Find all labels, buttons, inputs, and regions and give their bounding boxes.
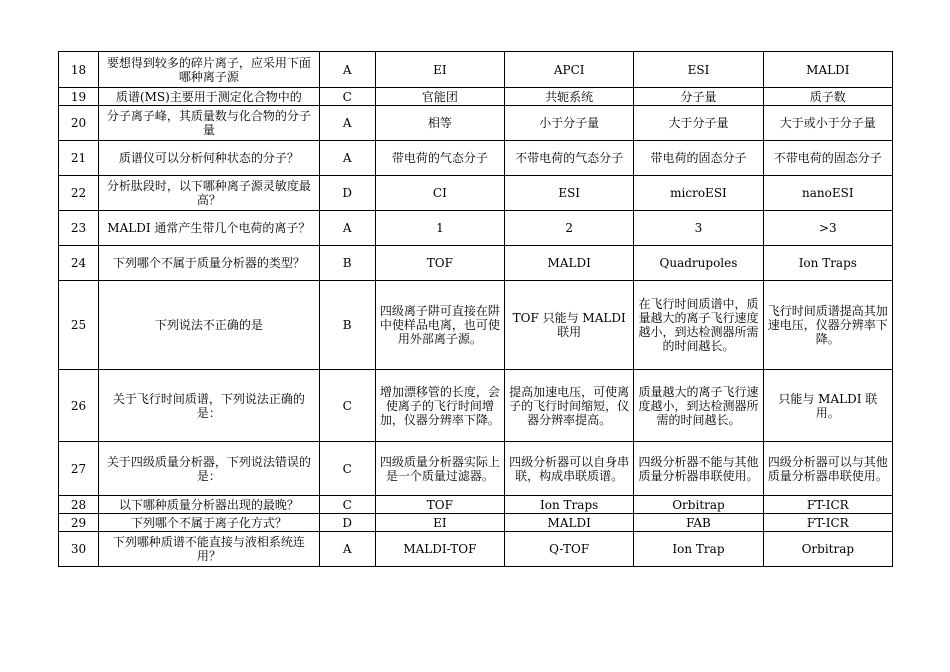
question-number: 26 (59, 370, 99, 442)
option-cell: 四级离子阱可直接在阱中使样品电离，也可使用外部离子源。 (375, 281, 504, 370)
question-text: 下列哪个不属于质量分析器的类型？ (99, 246, 320, 281)
answer-key: A (319, 52, 375, 88)
question-number: 24 (59, 246, 99, 281)
option-cell: Ion Trap (634, 532, 763, 567)
answer-key: D (319, 514, 375, 532)
option-cell: microESI (634, 176, 763, 211)
answer-key: B (319, 281, 375, 370)
option-cell: 大于或小于分子量 (763, 106, 892, 141)
option-cell: TOF 只能与 MALDI 联用 (505, 281, 634, 370)
option-cell: FT-ICR (763, 514, 892, 532)
question-number: 30 (59, 532, 99, 567)
table-row (59, 496, 893, 514)
table-row (59, 442, 893, 496)
quiz-table-body (59, 52, 893, 567)
option-cell: Ion Traps (763, 246, 892, 281)
question-text: 质谱仪可以分析何种状态的分子？ (99, 141, 320, 176)
table-row (59, 176, 893, 211)
option-cell: 分子量 (634, 88, 763, 106)
option-cell: 1 (375, 211, 504, 246)
option-cell: FT-ICR (763, 496, 892, 514)
option-cell: 不带电荷的固态分子 (763, 141, 892, 176)
table-row (59, 106, 893, 141)
option-cell: 不带电荷的气态分子 (505, 141, 634, 176)
option-cell: 四级分析器可以自身串联，构成串联质谱。 (505, 442, 634, 496)
option-cell: >3 (763, 211, 892, 246)
question-number: 19 (59, 88, 99, 106)
option-cell: 3 (634, 211, 763, 246)
answer-key: C (319, 442, 375, 496)
option-cell: EI (375, 514, 504, 532)
table-row (59, 141, 893, 176)
option-cell: 质子数 (763, 88, 892, 106)
option-cell: 在飞行时间质谱中，质量越大的离子飞行速度越小，到达检测器所需的时间越长。 (634, 281, 763, 370)
question-number: 23 (59, 211, 99, 246)
question-number: 27 (59, 442, 99, 496)
question-number: 29 (59, 514, 99, 532)
table-row (59, 246, 893, 281)
option-cell: 四级质量分析器实际上是一个质量过滤器。 (375, 442, 504, 496)
answer-key: A (319, 141, 375, 176)
option-cell: 相等 (375, 106, 504, 141)
table-row (59, 532, 893, 567)
answer-key: C (319, 370, 375, 442)
option-cell: 飞行时间质谱提高其加速电压，仪器分辨率下降。 (763, 281, 892, 370)
question-number: 28 (59, 496, 99, 514)
option-cell: Ion Traps (505, 496, 634, 514)
question-text: 分子离子峰，其质量数与化合物的分子量 (99, 106, 320, 141)
question-number: 20 (59, 106, 99, 141)
question-text: 分析肽段时，以下哪种离子源灵敏度最高？ (99, 176, 320, 211)
question-text: MALDI 通常产生带几个电荷的离子？ (99, 211, 320, 246)
option-cell: 共轭系统 (505, 88, 634, 106)
answer-key: D (319, 176, 375, 211)
option-cell: CI (375, 176, 504, 211)
question-text: 关于飞行时间质谱，下列说法正确的是： (99, 370, 320, 442)
option-cell: TOF (375, 246, 504, 281)
question-text: 下列哪种质谱不能直接与液相系统连用？ (99, 532, 320, 567)
answer-key: C (319, 88, 375, 106)
answer-key: A (319, 211, 375, 246)
question-text: 质谱(MS)主要用于测定化合物中的 (99, 88, 320, 106)
table-row (59, 52, 893, 88)
question-text: 下列哪个不属于离子化方式？ (99, 514, 320, 532)
option-cell: Quadrupoles (634, 246, 763, 281)
question-text: 关于四级质量分析器，下列说法错误的是： (99, 442, 320, 496)
option-cell: Orbitrap (634, 496, 763, 514)
question-number: 22 (59, 176, 99, 211)
table-row (59, 370, 893, 442)
option-cell: 带电荷的固态分子 (634, 141, 763, 176)
answer-key: A (319, 532, 375, 567)
question-number: 25 (59, 281, 99, 370)
option-cell: ESI (505, 176, 634, 211)
option-cell: APCI (505, 52, 634, 88)
option-cell: 增加漂移管的长度，会使离子的飞行时间增加，仪器分辨率下降。 (375, 370, 504, 442)
option-cell: 小于分子量 (505, 106, 634, 141)
question-number: 18 (59, 52, 99, 88)
option-cell: Q-TOF (505, 532, 634, 567)
option-cell: 大于分子量 (634, 106, 763, 141)
question-text: 以下哪种质量分析器出现的最晚？ (99, 496, 320, 514)
option-cell: Orbitrap (763, 532, 892, 567)
table-row (59, 211, 893, 246)
table-row (59, 281, 893, 370)
option-cell: MALDI (763, 52, 892, 88)
answer-key: A (319, 106, 375, 141)
table-row (59, 514, 893, 532)
option-cell: TOF (375, 496, 504, 514)
answer-key: B (319, 246, 375, 281)
option-cell: 带电荷的气态分子 (375, 141, 504, 176)
question-text: 要想得到较多的碎片离子，应采用下面哪种离子源 (99, 52, 320, 88)
answer-key: C (319, 496, 375, 514)
option-cell: nanoESI (763, 176, 892, 211)
option-cell: 提高加速电压，可使离子的飞行时间缩短，仪器分辨率提高。 (505, 370, 634, 442)
option-cell: EI (375, 52, 504, 88)
option-cell: MALDI-TOF (375, 532, 504, 567)
quiz-table (58, 51, 893, 567)
option-cell: 官能团 (375, 88, 504, 106)
option-cell: FAB (634, 514, 763, 532)
question-number: 21 (59, 141, 99, 176)
option-cell: 只能与 MALDI 联用。 (763, 370, 892, 442)
option-cell: 四级分析器可以与其他质量分析器串联使用。 (763, 442, 892, 496)
table-row (59, 88, 893, 106)
option-cell: 质量越大的离子飞行速度越小，到达检测器所需的时间越长。 (634, 370, 763, 442)
option-cell: 2 (505, 211, 634, 246)
option-cell: MALDI (505, 514, 634, 532)
question-text: 下列说法不正确的是 (99, 281, 320, 370)
option-cell: ESI (634, 52, 763, 88)
option-cell: MALDI (505, 246, 634, 281)
option-cell: 四级分析器不能与其他质量分析器串联使用。 (634, 442, 763, 496)
